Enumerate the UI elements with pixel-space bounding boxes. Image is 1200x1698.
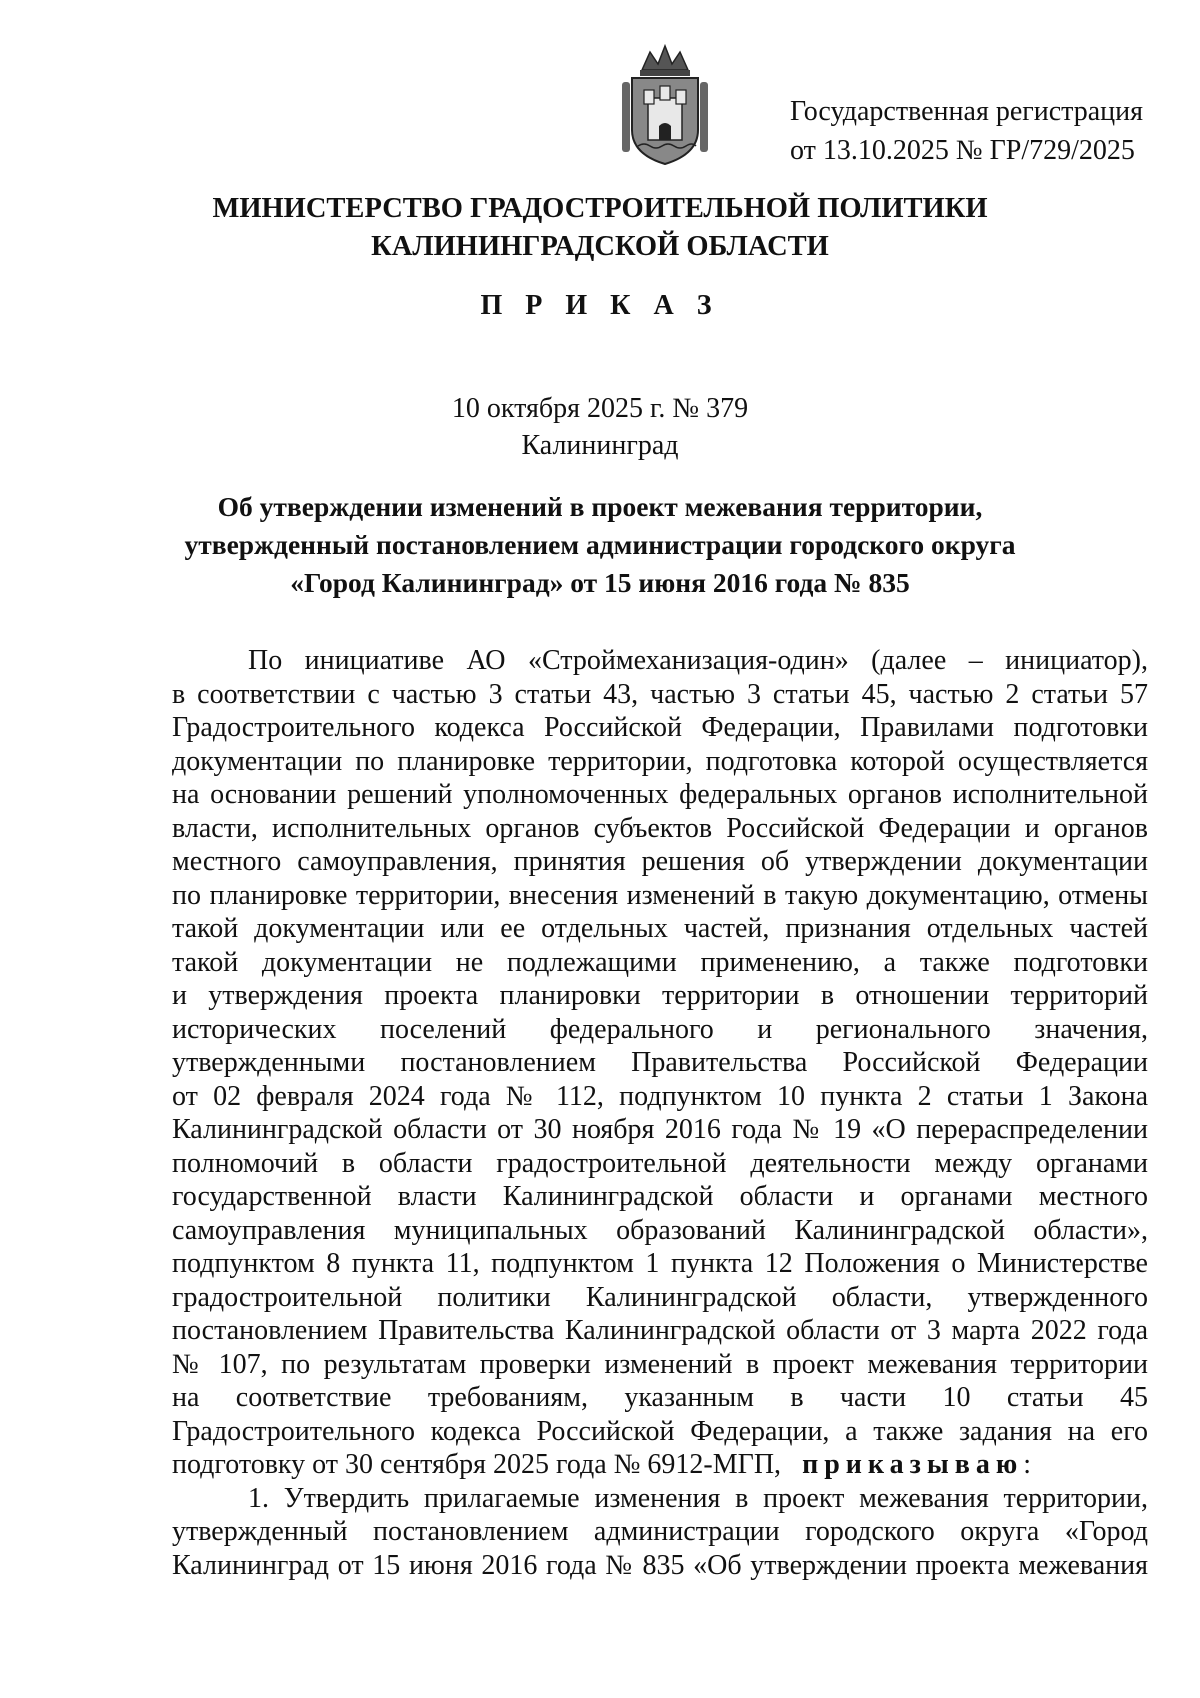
- item1-line: Калининград от 15 июня 2016 года № 835 «Об утверждении проекта межевания: [172, 1549, 1148, 1581]
- body-line: документации по планировке территории, подготовка которой осуществляется: [172, 745, 1148, 777]
- item1-line: 1. Утвердить прилагаемые изменения в проект межевания территории,: [248, 1482, 1148, 1514]
- order-body: [172, 644, 1148, 1582]
- body-line: в соответствии с частью 3 статьи 43, частью 3 статьи 45, частью 2 статьи 57: [172, 678, 1148, 710]
- order-word-colon: :: [1023, 1449, 1032, 1480]
- body-line: государственной власти Калининградской области и органами местного: [172, 1181, 1148, 1212]
- body-line: № 107, по результатам проверки изменений в проект межевания территории: [172, 1348, 1148, 1380]
- body-line: по планировке территории, внесения изменений в такую документацию, отмены: [172, 879, 1148, 911]
- body-line: такой документации или ее отдельных частей, признания отдельных частей: [172, 913, 1148, 944]
- body-line: Градостроительного кодекса Российской Федерации, Правилами подготовки: [172, 712, 1148, 743]
- body-line: градостроительной политики Калининградской области, утвержденного: [172, 1281, 1148, 1313]
- body-line: исторических поселений федерального и регионального значения,: [172, 1013, 1148, 1045]
- subject-line2: утвержденный постановлением администрации городского округа: [184, 529, 1016, 560]
- body-line: самоуправления муниципальных образований Калининградской области»,: [172, 1214, 1148, 1246]
- ministry-name-line2: КАЛИНИНГРАДСКОЙ ОБЛАСТИ: [371, 231, 829, 262]
- body-line: Градостроительного кодекса Российской Федерации, а также задания на его: [172, 1415, 1148, 1447]
- body-last-line-text: подготовку от 30 сентября 2025 года № 6912-МГП,: [172, 1449, 782, 1480]
- body-line: постановлением Правительства Калининградской области от 3 марта 2022 года: [172, 1315, 1148, 1346]
- item1-line: утвержденный постановлением администрации городского округа «Город: [172, 1516, 1148, 1547]
- order-date: 10 октября 2025 г. № 379: [451, 393, 749, 424]
- body-line: на основании решений уполномоченных федеральных органов исполнительной: [172, 779, 1148, 810]
- body-line: такой документации не подлежащими применению, а также подготовки: [172, 946, 1148, 978]
- registration-stamp: [790, 92, 1170, 170]
- body-line: власти, исполнительных органов субъектов Российской Федерации и органов: [172, 812, 1148, 844]
- subject-line3: «Город Калининград» от 15 июня 2016 года № 835: [290, 567, 910, 598]
- body-line: Калининградской области от 30 ноября 2016 года № 19 «О перераспределении: [172, 1114, 1148, 1145]
- body-line: утвержденными постановлением Правительства Российской Федерации: [172, 1047, 1148, 1078]
- registration-number: от 13.10.2025 № ГР/729/2025: [790, 135, 1135, 166]
- body-line: подпунктом 8 пункта 11, подпунктом 1 пункта 12 Положения о Министерстве: [172, 1248, 1148, 1279]
- body-line: и утверждения проекта планировки территории в отношении территорий: [172, 980, 1148, 1011]
- body-line: полномочий в области градостроительной деятельности между органами: [172, 1147, 1148, 1179]
- body-line: По инициативе АО «Строймеханизация-один» (далее – инициатор),: [248, 645, 1148, 676]
- body-last-line: [172, 1448, 1148, 1482]
- order-word: приказываю: [802, 1449, 1024, 1480]
- order-title: П Р И К А З: [480, 290, 720, 321]
- subject-line1: Об утверждении изменений в проект межевания территории,: [217, 491, 983, 522]
- registration-label: Государственная регистрация: [790, 96, 1143, 127]
- body-line: на соответствие требованиям, указанным в части 10 статьи 45: [172, 1382, 1148, 1413]
- ministry-name-line1: МИНИСТЕРСТВО ГРАДОСТРОИТЕЛЬНОЙ ПОЛИТИКИ: [212, 193, 988, 224]
- body-line: от 02 февраля 2024 года № 112, подпунктом 10 пункта 2 статьи 1 Закона: [172, 1080, 1148, 1112]
- ministry-header: [0, 190, 1200, 266]
- order-date-block: [0, 390, 1200, 464]
- order-subject: [0, 488, 1200, 602]
- body-line: местного самоуправления, принятия решения об утверждении документации: [172, 846, 1148, 877]
- order-city: Калининград: [521, 430, 679, 461]
- coat-of-arms-icon: [620, 42, 710, 168]
